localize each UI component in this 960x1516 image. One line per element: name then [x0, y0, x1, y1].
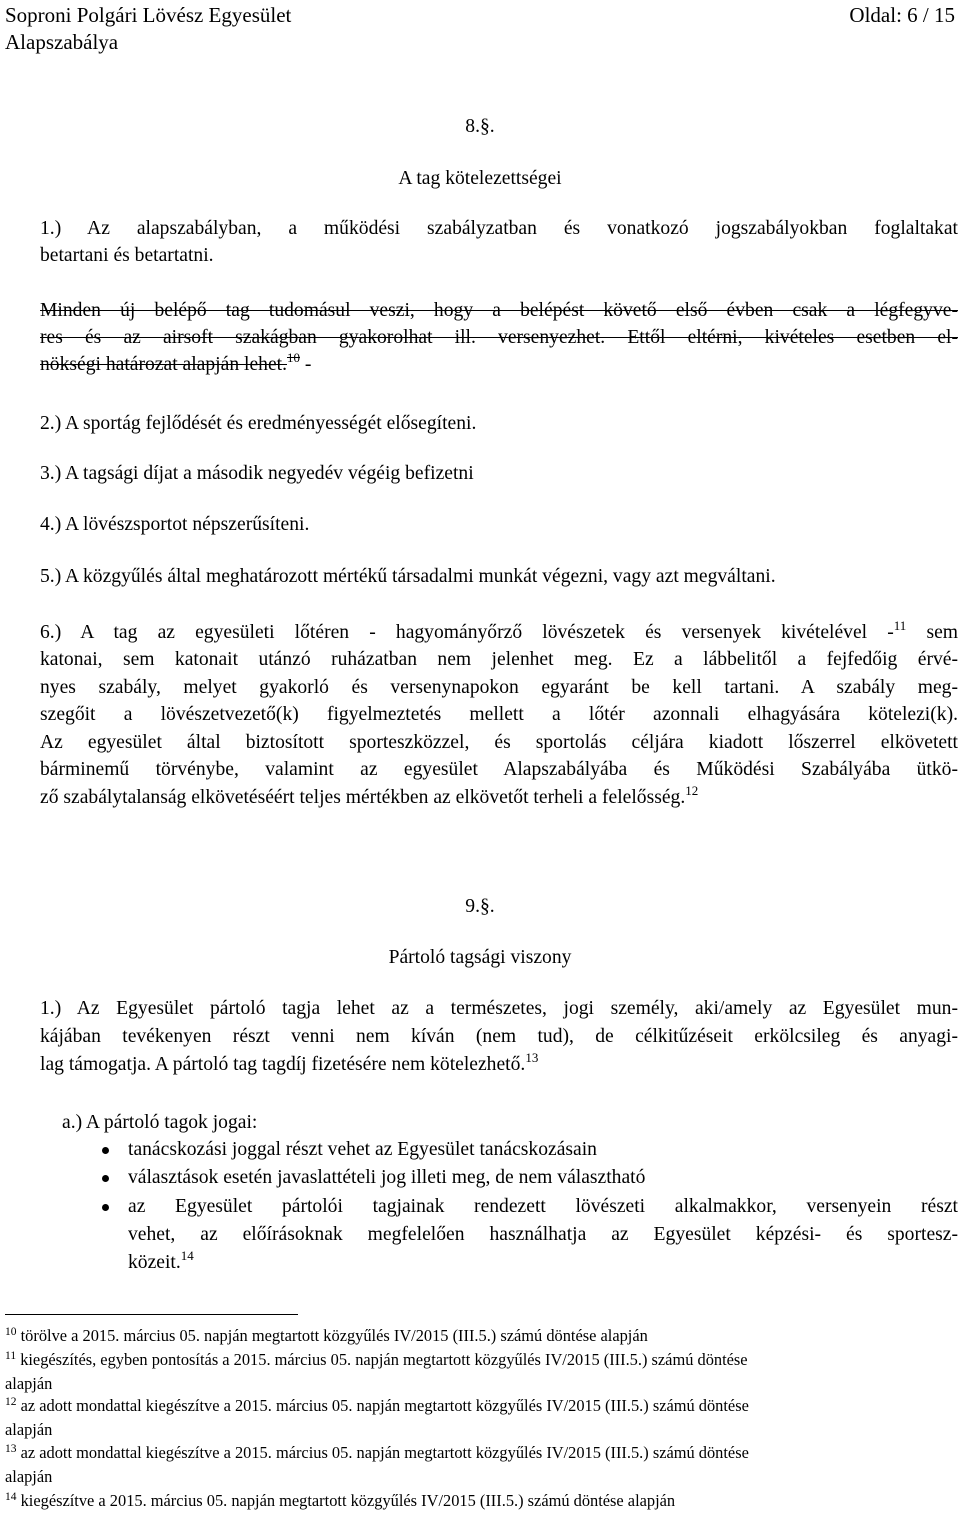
footnote-ref-14: 14: [180, 1248, 194, 1263]
footnote-number: 13: [5, 1443, 17, 1455]
s9-p1-line: 1.) Az Egyesület pártoló tagja lehet az a természetes, jogi személy, aki/amely az Egyesület mun-: [40, 998, 958, 1019]
s8-item-6-line: szegőit a lövészetvezető(k) figyelmeztetés mellett a lőtér azonnali elhagyására kötelezi(k).: [40, 704, 958, 725]
s8-item-6-line: katonai, sem katonait utánzó ruházatban nem jelenhet meg. Ez a lábbelitől a fejfedőig érvé-: [40, 649, 958, 670]
footnote-ref-12: 12: [685, 783, 699, 798]
footnote-text: az adott mondattal kiegészítve a 2015. március 05. napján megtartott közgyűlés IV/2015 (III.5.) számú döntése: [20, 1396, 749, 1415]
s8-struck-line3-text: nökségi határozat alapján lehet.: [40, 354, 287, 375]
footnote-10: [5, 1326, 648, 1346]
footnote-11-cont: alapján: [5, 1374, 53, 1393]
header-doc-title: Alapszabálya: [5, 30, 119, 54]
s8-item-3: 3.) A tagsági díjat a második negyedév végéig befizetni: [40, 463, 474, 484]
s8-item-6-last-line: [40, 784, 958, 812]
s9-p1-line: kájában tevékenyen részt venni nem kíván (nem tud), de célkitűzéseit erkölcsileg és anyagi-: [40, 1026, 958, 1047]
header-page-number: Oldal: 6 / 15: [849, 3, 955, 27]
s9-bullet-3-line: az Egyesület pártolói tagjainak rendezett lövészeti alkalmakkor, versenyein részt: [128, 1196, 958, 1217]
footnote-13-cont: alapján: [5, 1467, 53, 1486]
s8-item-6-text-a: 6.) A tag az egyesületi lőtéren - hagyományőrző lövészetek és versenyek kivételével -: [40, 622, 894, 643]
s8-item-2: 2.) A sportág fejlődését és eredményességét elősegíteni.: [40, 413, 477, 434]
footnote-separator: [5, 1314, 298, 1315]
s9-p1-last-text: lag támogatja. A pártoló tag tagdíj fizetésére nem kötelezhető.: [40, 1054, 526, 1075]
footnote-number: 10: [5, 1326, 17, 1338]
s9-bullet-2: választások esetén javaslattételi jog illeti meg, de nem választható: [128, 1167, 646, 1188]
section-8-title: A tag kötelezettségei: [398, 168, 562, 189]
bullet-icon: [102, 1147, 109, 1154]
s8-p1-line2: betartani és betartatni.: [40, 245, 214, 266]
footnote-number: 12: [5, 1396, 17, 1408]
footnote-13: [5, 1443, 749, 1463]
footnote-number: 11: [5, 1350, 17, 1362]
bullet-icon: [102, 1204, 109, 1211]
footnote-text: az adott mondattal kiegészítve a 2015. március 05. napján megtartott közgyűlés IV/2015 (III.5.) számú döntése: [20, 1443, 749, 1462]
s8-item-6-last-text: ző szabálytalanság elkövetéséért teljes mértékben az elkövetőt terheli a felelősség.: [40, 787, 686, 808]
footnote-14: [5, 1491, 675, 1511]
section-9-title: Pártoló tagsági viszony: [388, 947, 572, 968]
s9-p1-last-line: [40, 1051, 958, 1079]
s8-struck-line1: Minden új belépő tag tudomásul veszi, hogy a belépést követő első évben csak a légfegyve-: [40, 300, 958, 321]
s8-p1-line1: 1.) Az alapszabályban, a működési szabályzatban és vonatkozó jogszabályokban foglaltakat: [40, 218, 958, 239]
s9-rights-title: a.) A pártoló tagok jogai:: [62, 1112, 258, 1133]
footnote-text: kiegészítés, egyben pontosítás a 2015. március 05. napján megtartott közgyűlés IV/2015 (III.5.) számú döntése: [20, 1350, 748, 1369]
s8-struck-tail: -: [300, 354, 312, 375]
footnote-ref-10: 10: [287, 350, 300, 365]
section-8-number: 8.§.: [465, 116, 495, 137]
s8-item-5: 5.) A közgyűlés által meghatározott mértékű társadalmi munkát végezni, vagy azt megváltani.: [40, 566, 776, 587]
s8-item-6-line1: [40, 619, 958, 647]
s9-bullet-3-last-line: [128, 1249, 958, 1277]
s9-bullet-3-last-text: közeit.: [128, 1252, 181, 1273]
bullet-icon: [102, 1175, 109, 1182]
s9-bullet-3-line: vehet, az előírásoknak megfelelően használhatja az Egyesület képzési- és sportesz-: [128, 1224, 958, 1245]
footnote-12: [5, 1396, 749, 1416]
s8-item-6-line: nyes szabály, melyet gyakorló és versenynapokon egyaránt be kell tartani. A szabály meg-: [40, 677, 958, 698]
section-9-number: 9.§.: [465, 896, 495, 917]
footnote-12-cont: alapján: [5, 1420, 53, 1439]
s8-item-4: 4.) A lövészsportot népszerűsíteni.: [40, 514, 310, 535]
s8-item-6-line: bárminemű törvénybe, valamint az egyesület Alapszabályába és Működési Szabályába ütkö-: [40, 759, 958, 780]
footnote-11: [5, 1350, 748, 1370]
footnote-text: törölve a 2015. március 05. napján megtartott közgyűlés IV/2015 (III.5.) számú döntése alapján: [20, 1326, 648, 1345]
s9-bullet-1: tanácskozási joggal részt vehet az Egyesület tanácskozásain: [128, 1139, 597, 1160]
s8-struck-line3: [40, 351, 958, 379]
footnote-number: 14: [5, 1491, 17, 1503]
s8-struck-line2: res és az airsoft szakágban gyakorolhat ill. versenyezhet. Ettől eltérni, kivételes esetben el-: [40, 327, 958, 348]
footnote-ref-13: 13: [525, 1050, 539, 1065]
s8-item-6-line: Az egyesület által biztosított sporteszközzel, és sportolás céljára kiadott lőszerrel elkövetett: [40, 732, 958, 753]
footnote-text: kiegészítve a 2015. március 05. napján megtartott közgyűlés IV/2015 (III.5.) számú döntése alapján: [20, 1491, 676, 1510]
s8-item-6-text-b: sem: [906, 622, 959, 643]
header-org: Soproni Polgári Lövész Egyesület: [5, 3, 292, 27]
footnote-ref-11: 11: [893, 618, 907, 633]
